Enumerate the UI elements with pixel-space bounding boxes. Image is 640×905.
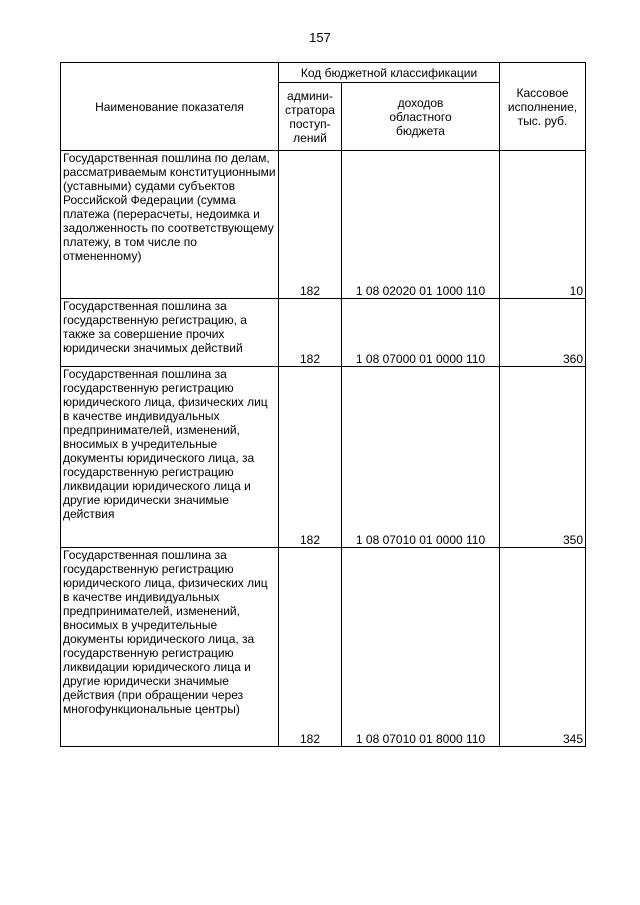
row-amount: 350 — [500, 367, 586, 548]
row-indicator-name: Государственная пошлина за государственную регистрацию, а также за совершение прочих юридически значимых действий — [61, 299, 279, 367]
page-number: 157 — [309, 30, 331, 45]
row-indicator-name: Государственная пошлина по делам, рассматриваемым конституционными (уставными) судами субъектов Российской Федерации (сумма платежа (перерасчеты, недоимка и задолженность по соответствующему платежу, в том числе по отмененному) — [61, 151, 279, 299]
table-header — [61, 63, 586, 151]
row-budget-code: 1 08 02020 01 1000 110 — [342, 151, 500, 299]
row-admin-code: 182 — [279, 151, 342, 299]
header-regional-budget-revenue: доходов областного бюджета — [342, 83, 500, 151]
header-budget-classification-code: Код бюджетной классификации — [279, 63, 500, 83]
row-budget-code: 1 08 07010 01 0000 110 — [342, 367, 500, 548]
row-amount: 10 — [500, 151, 586, 299]
row-amount: 345 — [500, 548, 586, 747]
table-body — [61, 151, 586, 747]
row-amount: 360 — [500, 299, 586, 367]
row-budget-code: 1 08 07010 01 8000 110 — [342, 548, 500, 747]
table-row — [61, 367, 586, 548]
row-admin-code: 182 — [279, 299, 342, 367]
row-budget-code: 1 08 07000 01 0000 110 — [342, 299, 500, 367]
row-indicator-name: Государственная пошлина за государственную регистрацию юридического лица, физических лиц в качестве индивидуальных предпринимателей, изменений, вносимых в учредительные документы юридического лица, за государственную регистрацию ликвидации юридического лица и другие юридически значимые действия (при обращении через многофункциональные центры) — [61, 548, 279, 747]
header-indicator-name: Наименование показателя — [61, 63, 279, 151]
header-cash-execution: Кассовое исполнение, тыс. руб. — [500, 63, 586, 151]
budget-revenue-table — [60, 62, 586, 747]
header-revenue-administrator: админи- стратора поступ- лений — [279, 83, 342, 151]
table-row — [61, 151, 586, 299]
table-row — [61, 299, 586, 367]
table-row — [61, 548, 586, 747]
row-indicator-name: Государственная пошлина за государственную регистрацию юридического лица, физических лиц в качестве индивидуальных предпринимателей, изменений, вносимых в учредительные документы юридического лица, за государственную регистрацию ликвидации юридического лица и другие юридически значимые действия — [61, 367, 279, 548]
row-admin-code: 182 — [279, 548, 342, 747]
row-admin-code: 182 — [279, 367, 342, 548]
